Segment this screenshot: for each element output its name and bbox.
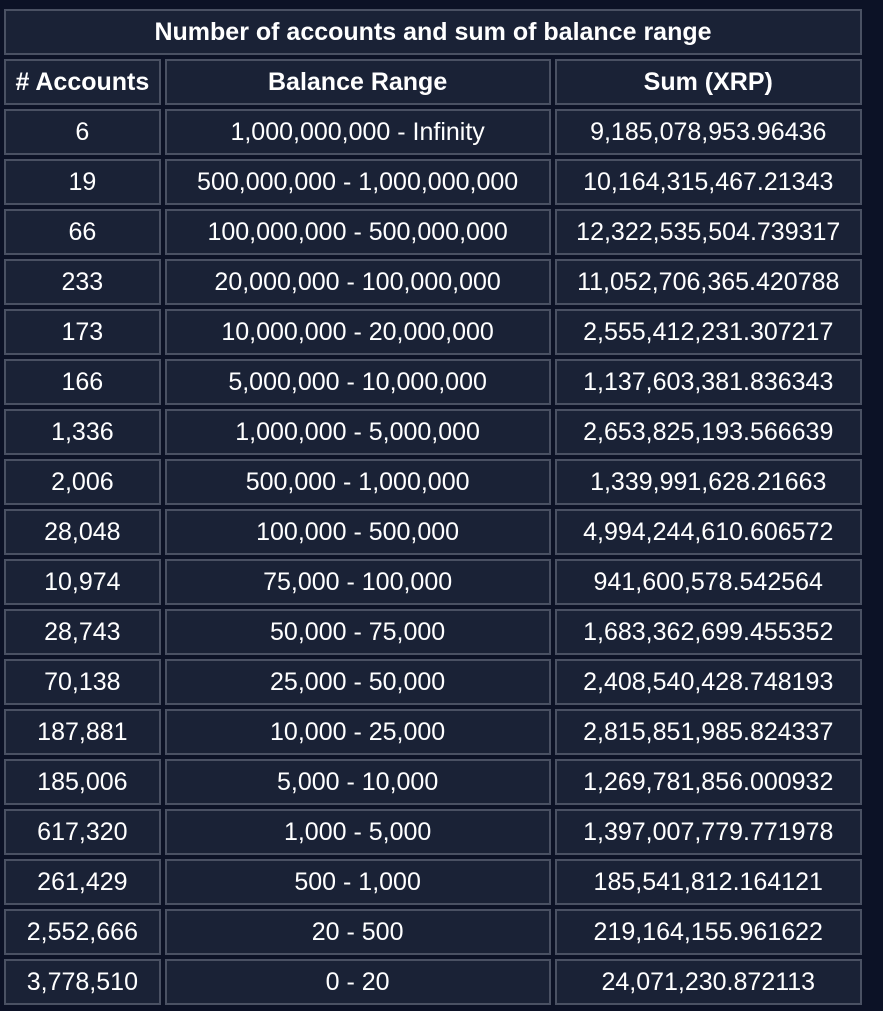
table-row — [4, 259, 862, 305]
cell-accounts: 28,048 — [4, 509, 161, 555]
cell-sum-xrp: 1,137,603,381.836343 — [555, 359, 862, 405]
cell-balance-range: 100,000,000 - 500,000,000 — [165, 209, 551, 255]
cell-accounts: 19 — [4, 159, 161, 205]
cell-balance-range: 1,000 - 5,000 — [165, 809, 551, 855]
cell-sum-xrp: 1,269,781,856.000932 — [555, 759, 862, 805]
cell-sum-xrp: 10,164,315,467.21343 — [555, 159, 862, 205]
table-row — [4, 759, 862, 805]
cell-sum-xrp: 2,815,851,985.824337 — [555, 709, 862, 755]
cell-sum-xrp: 1,397,007,779.771978 — [555, 809, 862, 855]
table-row — [4, 709, 862, 755]
cell-balance-range: 10,000 - 25,000 — [165, 709, 551, 755]
cell-balance-range: 5,000,000 - 10,000,000 — [165, 359, 551, 405]
cell-sum-xrp: 185,541,812.164121 — [555, 859, 862, 905]
cell-sum-xrp: 2,408,540,428.748193 — [555, 659, 862, 705]
cell-balance-range: 5,000 - 10,000 — [165, 759, 551, 805]
cell-accounts: 66 — [4, 209, 161, 255]
table-row — [4, 209, 862, 255]
table-title: Number of accounts and sum of balance range — [4, 9, 862, 55]
header-balance-range: Balance Range — [165, 59, 551, 105]
balance-range-table — [0, 5, 866, 1009]
table-row — [4, 609, 862, 655]
table-row — [4, 459, 862, 505]
cell-balance-range: 0 - 20 — [165, 959, 551, 1005]
cell-accounts: 166 — [4, 359, 161, 405]
cell-accounts: 70,138 — [4, 659, 161, 705]
table-row — [4, 159, 862, 205]
cell-sum-xrp: 9,185,078,953.96436 — [555, 109, 862, 155]
table-row — [4, 509, 862, 555]
table-row — [4, 659, 862, 705]
cell-balance-range: 500 - 1,000 — [165, 859, 551, 905]
table-row — [4, 109, 862, 155]
cell-accounts: 2,552,666 — [4, 909, 161, 955]
table-row — [4, 809, 862, 855]
cell-accounts: 6 — [4, 109, 161, 155]
cell-balance-range: 500,000,000 - 1,000,000,000 — [165, 159, 551, 205]
cell-balance-range: 25,000 - 50,000 — [165, 659, 551, 705]
table-title-row — [4, 9, 862, 55]
cell-accounts: 261,429 — [4, 859, 161, 905]
cell-sum-xrp: 2,653,825,193.566639 — [555, 409, 862, 455]
table-header-row — [4, 59, 862, 105]
table-row — [4, 309, 862, 355]
cell-sum-xrp: 2,555,412,231.307217 — [555, 309, 862, 355]
cell-sum-xrp: 941,600,578.542564 — [555, 559, 862, 605]
header-accounts: # Accounts — [4, 59, 161, 105]
cell-sum-xrp: 1,683,362,699.455352 — [555, 609, 862, 655]
cell-balance-range: 1,000,000,000 - Infinity — [165, 109, 551, 155]
cell-balance-range: 100,000 - 500,000 — [165, 509, 551, 555]
table-body — [4, 109, 862, 1005]
table-row — [4, 409, 862, 455]
cell-balance-range: 20 - 500 — [165, 909, 551, 955]
cell-accounts: 185,006 — [4, 759, 161, 805]
cell-balance-range: 500,000 - 1,000,000 — [165, 459, 551, 505]
table-row — [4, 859, 862, 905]
cell-accounts: 2,006 — [4, 459, 161, 505]
cell-balance-range: 10,000,000 - 20,000,000 — [165, 309, 551, 355]
cell-sum-xrp: 1,339,991,628.21663 — [555, 459, 862, 505]
table-row — [4, 359, 862, 405]
cell-sum-xrp: 12,322,535,504.739317 — [555, 209, 862, 255]
table-row — [4, 909, 862, 955]
cell-balance-range: 20,000,000 - 100,000,000 — [165, 259, 551, 305]
cell-accounts: 187,881 — [4, 709, 161, 755]
cell-balance-range: 50,000 - 75,000 — [165, 609, 551, 655]
cell-accounts: 173 — [4, 309, 161, 355]
cell-balance-range: 1,000,000 - 5,000,000 — [165, 409, 551, 455]
cell-accounts: 1,336 — [4, 409, 161, 455]
cell-accounts: 617,320 — [4, 809, 161, 855]
cell-sum-xrp: 11,052,706,365.420788 — [555, 259, 862, 305]
cell-accounts: 28,743 — [4, 609, 161, 655]
balance-range-table-container — [4, 9, 870, 1005]
cell-sum-xrp: 4,994,244,610.606572 — [555, 509, 862, 555]
cell-accounts: 233 — [4, 259, 161, 305]
cell-balance-range: 75,000 - 100,000 — [165, 559, 551, 605]
cell-accounts: 10,974 — [4, 559, 161, 605]
cell-sum-xrp: 24,071,230.872113 — [555, 959, 862, 1005]
header-sum-xrp: Sum (XRP) — [555, 59, 862, 105]
table-row — [4, 959, 862, 1005]
cell-accounts: 3,778,510 — [4, 959, 161, 1005]
table-row — [4, 559, 862, 605]
cell-sum-xrp: 219,164,155.961622 — [555, 909, 862, 955]
